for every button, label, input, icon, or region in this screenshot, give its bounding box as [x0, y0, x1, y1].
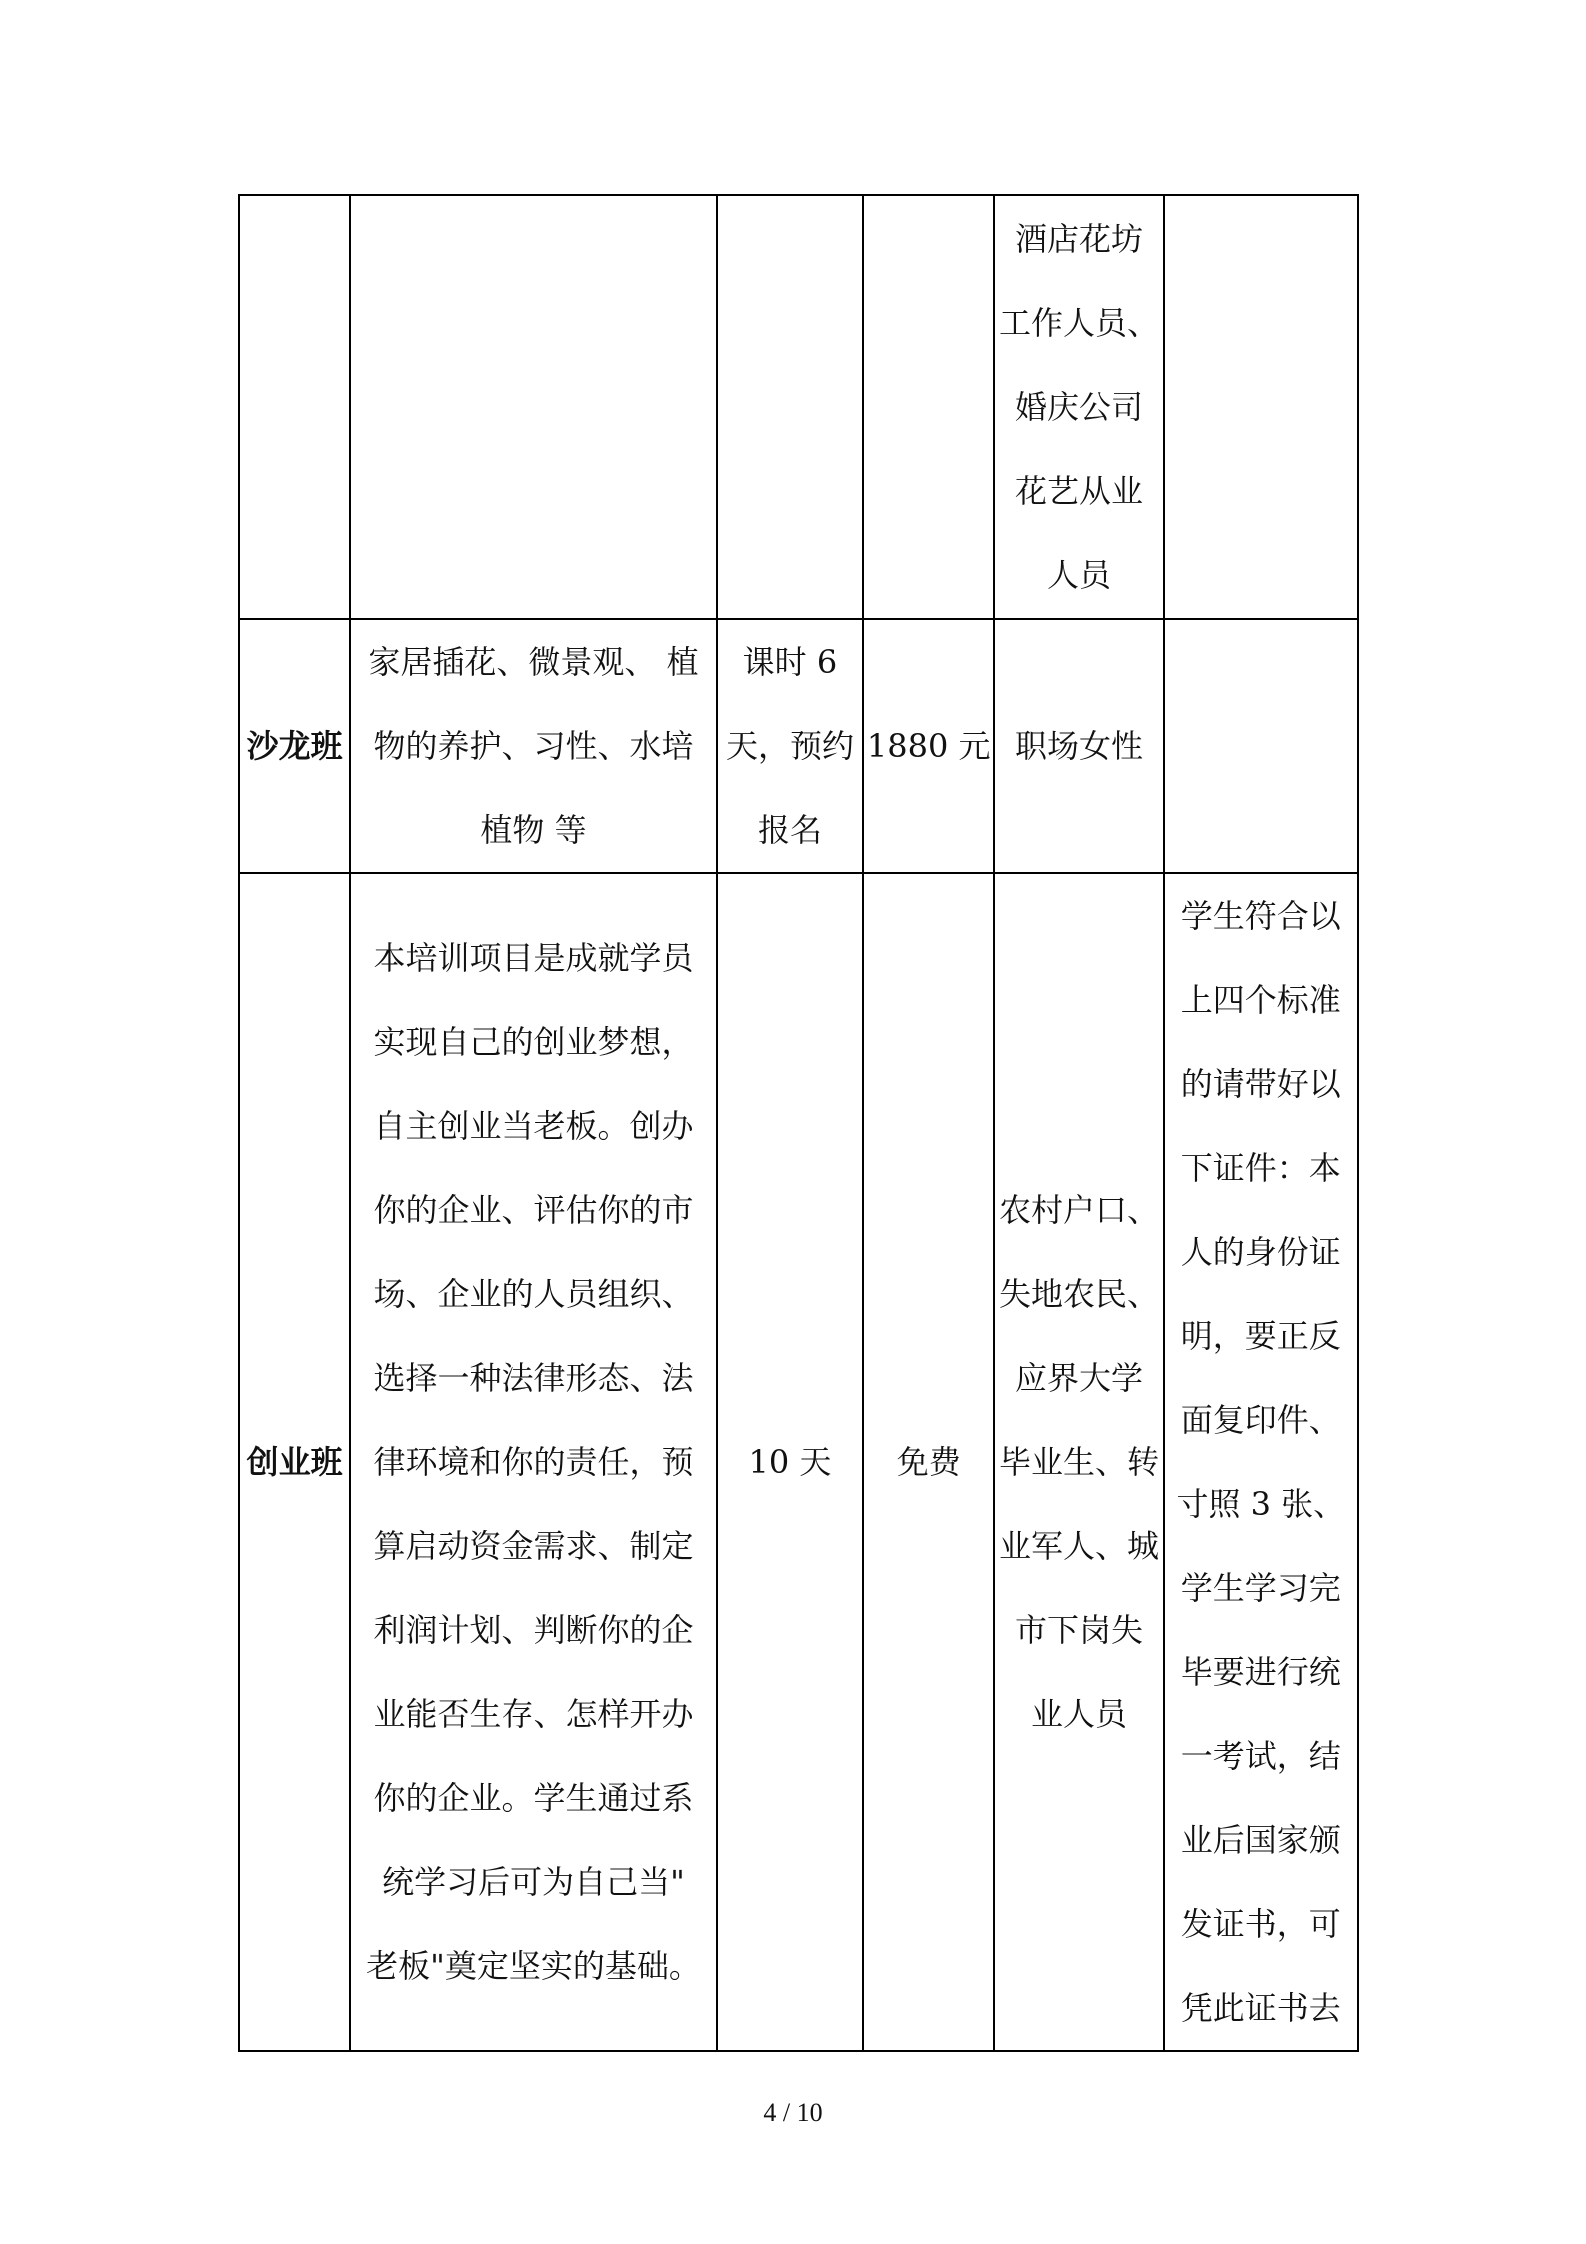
- text-line: 一考试，结: [1180, 1737, 1341, 1775]
- text-line: 婚庆公司: [1014, 388, 1143, 426]
- text-line: 业能否生存、怎样开办: [373, 1695, 694, 1733]
- table-row: [239, 873, 1358, 2051]
- row1-duration-cell: [717, 195, 863, 619]
- text-line: 本培训项目是成就学员: [373, 939, 694, 977]
- text-line: 面复印件、: [1180, 1401, 1341, 1439]
- text-line: 报名: [757, 811, 822, 849]
- text-line: 天，预约: [725, 727, 854, 765]
- row2-duration-cell: [717, 619, 863, 873]
- row2-content-cell: [350, 619, 717, 873]
- page-number: 4 / 10: [763, 2098, 823, 2127]
- row2-label-cell: 沙龙班: [239, 619, 350, 873]
- row3-note-cell: [1164, 873, 1358, 2051]
- text-line: 算启动资金需求、制定: [373, 1527, 694, 1565]
- text-line: 律环境和你的责任，预: [373, 1443, 694, 1481]
- text-line: 工作人员、: [998, 304, 1159, 342]
- text-line: 的请带好以: [1180, 1065, 1341, 1103]
- text-line: 学生符合以: [1180, 897, 1341, 935]
- text-line: 老板"奠定坚实的基础。: [366, 1947, 701, 1985]
- text-line: 上四个标准: [1180, 981, 1341, 1019]
- text-line: 明，要正反: [1180, 1317, 1341, 1355]
- text-line: 人的身份证: [1180, 1233, 1341, 1271]
- text-line: 应界大学: [1014, 1359, 1143, 1397]
- text-line: 业军人、城: [998, 1527, 1159, 1565]
- text-line: 业后国家颁: [1180, 1821, 1341, 1859]
- row1-note-cell: [1164, 195, 1358, 619]
- text-line: 课时 6: [742, 643, 838, 681]
- row2-note-cell: [1164, 619, 1358, 873]
- row1-target-cell: [994, 195, 1163, 619]
- table-row: [239, 195, 1358, 619]
- text-line: 利润计划、判断你的企: [373, 1611, 694, 1649]
- text-line: 选择一种法律形态、法: [373, 1359, 694, 1397]
- row2-fee-cell: 1880 元: [863, 619, 994, 873]
- text-line: 下证件：本: [1180, 1149, 1341, 1187]
- row1-label-cell: [239, 195, 350, 619]
- text-line: 植物 等: [480, 811, 587, 849]
- text-line: 人员: [1046, 556, 1111, 594]
- text-line: 自主创业当老板。创办: [373, 1107, 694, 1145]
- row1-content-cell: [350, 195, 717, 619]
- text-line: 失地农民、: [998, 1275, 1159, 1313]
- text-line: 场、企业的人员组织、: [373, 1275, 694, 1313]
- row3-content-cell: [350, 873, 717, 2051]
- text-line: 市下岗失: [1014, 1611, 1143, 1649]
- text-line: 花艺从业: [1014, 472, 1143, 510]
- course-table: [238, 194, 1359, 2052]
- text-line: 你的企业。学生通过系: [373, 1779, 694, 1817]
- text-line: 发证书，可: [1180, 1905, 1341, 1943]
- text-line: 家居插花、微景观、 植: [368, 643, 699, 681]
- text-line: 寸照 3 张、: [1176, 1485, 1346, 1523]
- text-line: 业人员: [1030, 1695, 1127, 1733]
- text-line: 凭此证书去: [1180, 1989, 1341, 2027]
- text-line: 酒店花坊: [1014, 220, 1143, 258]
- row1-fee-cell: [863, 195, 994, 619]
- row3-duration-cell: 10 天: [717, 873, 863, 2051]
- text-line: 毕业生、转: [998, 1443, 1159, 1481]
- text-line: 毕要进行统: [1180, 1653, 1341, 1691]
- text-line: 你的企业、评估你的市: [373, 1191, 694, 1229]
- table-row: [239, 619, 1358, 873]
- text-line: 统学习后可为自己当": [382, 1863, 685, 1901]
- row3-target-cell: [994, 873, 1163, 2051]
- row2-target-cell: 职场女性: [994, 619, 1163, 873]
- row3-label-cell: 创业班: [239, 873, 350, 2051]
- text-line: 农村户口、: [998, 1191, 1159, 1229]
- text-line: 物的养护、习性、水培: [373, 727, 694, 765]
- row3-fee-cell: 免费: [863, 873, 994, 2051]
- text-line: 学生学习完: [1180, 1569, 1341, 1607]
- text-line: 实现自己的创业梦想，: [373, 1023, 694, 1061]
